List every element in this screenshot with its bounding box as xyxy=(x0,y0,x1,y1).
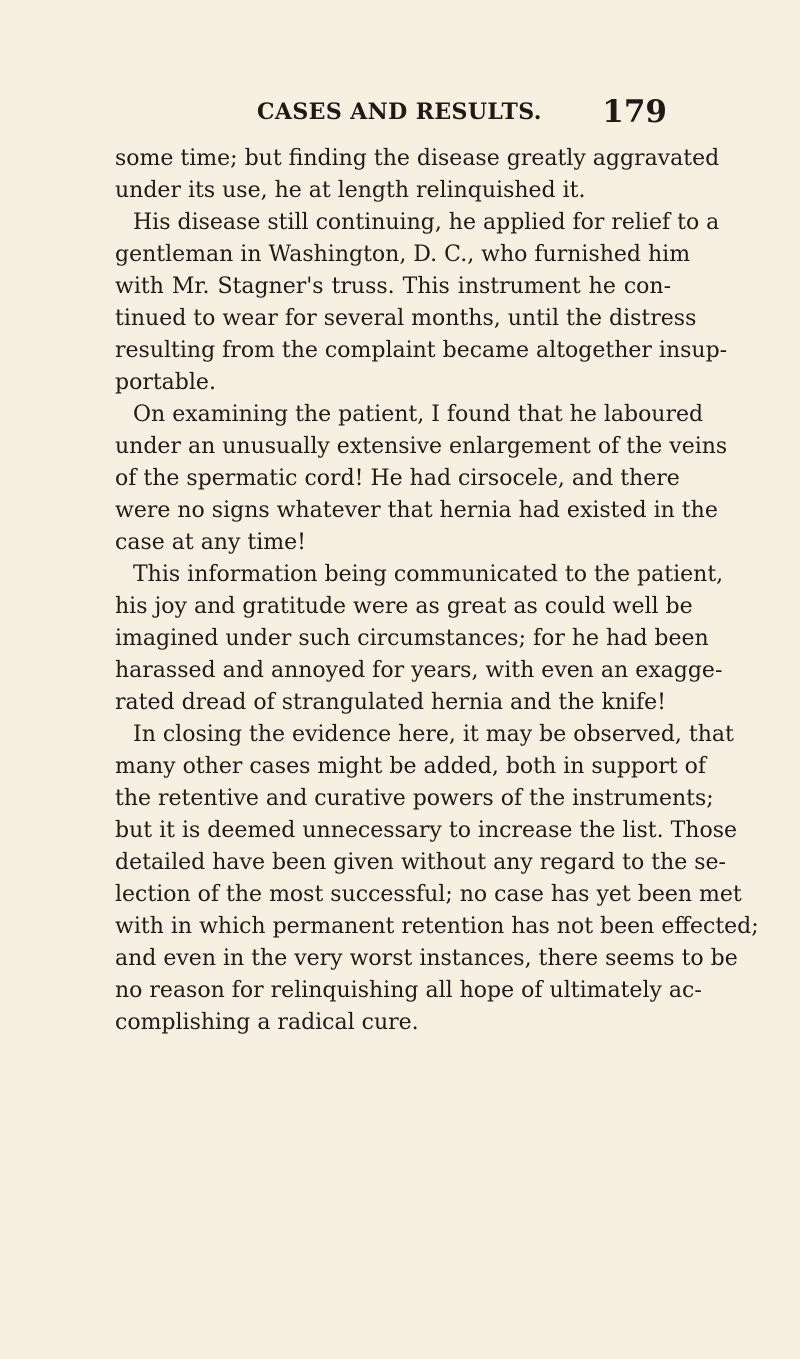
text-line: many other cases might be added, both in support of xyxy=(115,754,706,779)
running-head xyxy=(115,93,667,129)
page-number: 179 xyxy=(602,94,667,130)
text-line: imagined under such circumstances; for he had been xyxy=(115,626,709,651)
text-line: rated dread of strangulated hernia and the knife! xyxy=(115,690,666,715)
paragraph-start-line: On examining the patient, I found that he laboured xyxy=(133,402,704,427)
text-line: and even in the very worst instances, there seems to be xyxy=(115,946,738,971)
text-line: lection of the most successful; no case has yet been met xyxy=(115,882,742,907)
text-line: under an unusually extensive enlargement of the veins xyxy=(115,434,728,459)
text-line: were no signs whatever that hernia had existed in the xyxy=(115,498,718,523)
text-line: detailed have been given without any regard to the se- xyxy=(115,850,726,875)
text-line: with in which permanent retention has not been effected; xyxy=(115,914,759,939)
paragraph-start-line: This information being communicated to the patient, xyxy=(133,562,724,587)
text-line: his joy and gratitude were as great as could well be xyxy=(115,594,693,619)
text-line: the retentive and curative powers of the instruments; xyxy=(115,786,714,811)
running-title: CASES AND RESULTS. xyxy=(257,99,542,125)
text-line: under its use, he at length relinquished it. xyxy=(115,178,586,203)
text-line: case at any time! xyxy=(115,530,306,555)
text-line: tinued to wear for several months, until the distress xyxy=(115,306,697,331)
text-line: but it is deemed unnecessary to increase the list. Those xyxy=(115,818,738,843)
text-line: complishing a radical cure. xyxy=(115,1010,419,1035)
text-line: with Mr. Stagner's truss. This instrument he con- xyxy=(115,274,671,299)
text-line: some time; but finding the disease greatly aggravated xyxy=(115,146,720,171)
text-line: no reason for relinquishing all hope of ultimately ac- xyxy=(115,978,702,1003)
body-text xyxy=(115,143,759,1039)
text-line: of the spermatic cord! He had cirsocele, and there xyxy=(115,466,680,491)
text-line: resulting from the complaint became altogether insup- xyxy=(115,338,728,363)
text-line: harassed and annoyed for years, with even an exagge- xyxy=(115,658,723,683)
text-line: portable. xyxy=(115,370,216,395)
text-line: gentleman in Washington, D. C., who furnished him xyxy=(115,242,691,267)
paragraph-start-line: His disease still continuing, he applied for relief to a xyxy=(133,210,720,235)
paragraph-start-line: In closing the evidence here, it may be observed, that xyxy=(133,722,734,747)
